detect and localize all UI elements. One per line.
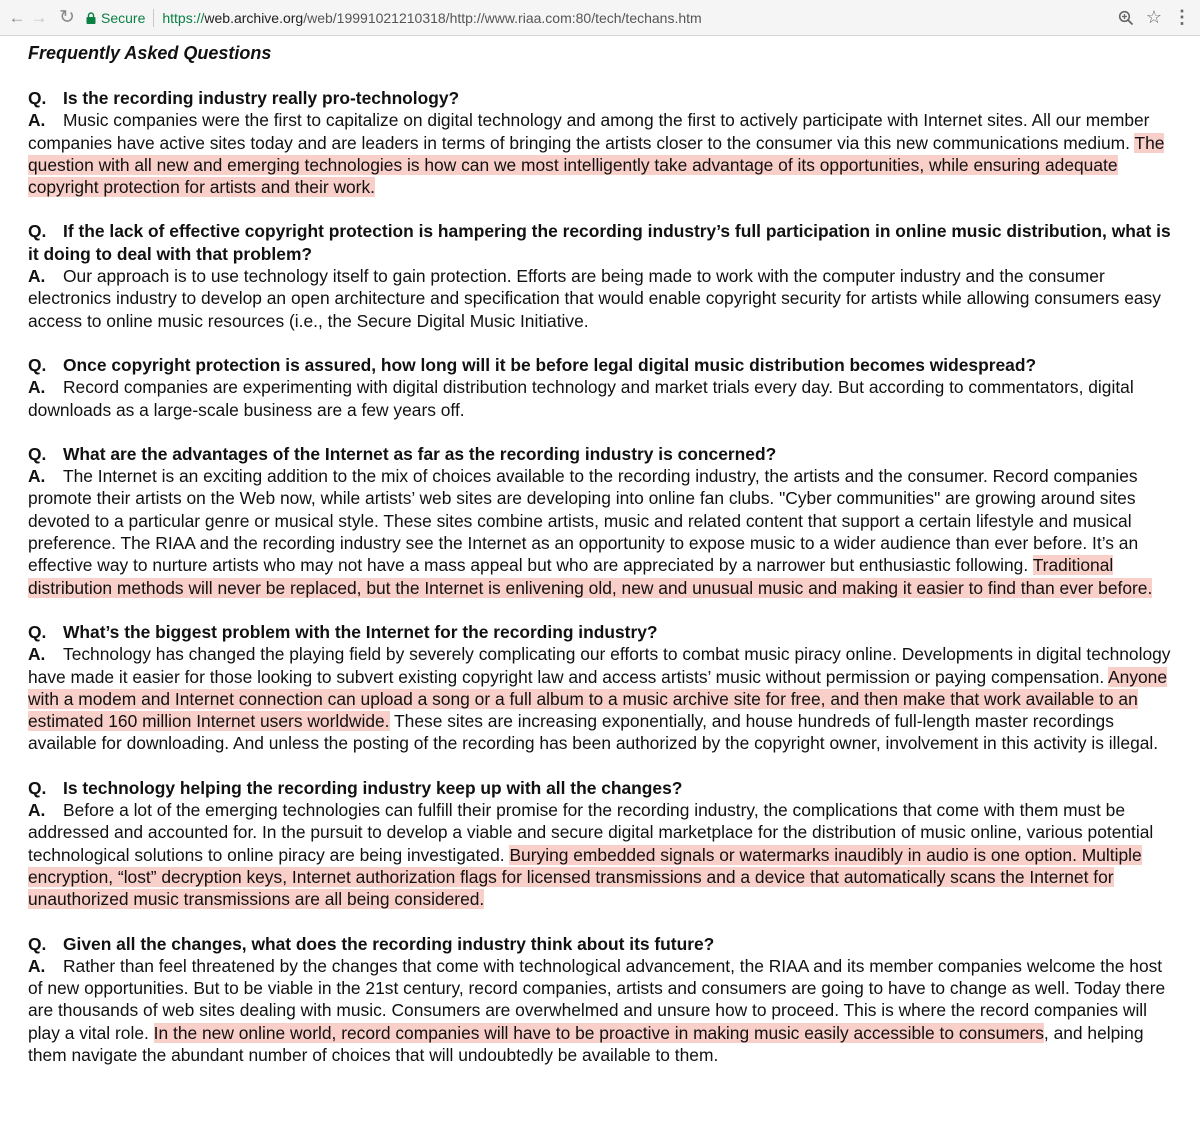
- highlighted-text: The question with all new and emerging technologies is how can we most intelligently take advantage of its opportunities, while ensuring adequate copyright protection for artists and their work.: [28, 132, 1165, 198]
- url-path: /web/19991021210318/http://www.riaa.com:80/tech/techans.htm: [303, 9, 702, 26]
- answer-tag: A.: [28, 466, 46, 487]
- url-host: web.archive.org: [204, 9, 304, 26]
- answer-text: Before a lot of the emerging technologies can fulfill their promise for the recording industry, the complications that come with them must be addressed and accounted for. In the pursuit to develop a viable and secure digital marketplace for the distribution of music online, various potential technological solutions to online piracy are being investigated.: [28, 800, 1154, 865]
- secure-label: Secure: [101, 9, 146, 26]
- menu-kebab-icon[interactable]: ⋮: [1173, 7, 1191, 27]
- faq-answer: [28, 643, 1172, 754]
- question-text: Given all the changes, what does the recording industry think about its future?: [63, 933, 715, 954]
- highlighted-text: Anyone with a modem and Internet connection can upload a song or a full album to a music archive site for free, and then make that work available to an estimated 160 million Internet users worldwide.: [28, 666, 1168, 732]
- answer-tag: A.: [28, 644, 46, 665]
- answer-tag: A.: [28, 266, 46, 287]
- question-text: What’s the biggest problem with the Internet for the recording industry?: [63, 621, 658, 642]
- faq-answer: [28, 265, 1172, 332]
- forward-arrow-icon[interactable]: →: [30, 7, 48, 27]
- answer-tag: A.: [28, 110, 46, 131]
- faq-question: [28, 220, 1172, 265]
- question-tag: Q.: [28, 621, 47, 642]
- question-text: Is the recording industry really pro-technology?: [63, 88, 460, 108]
- bookmark-star-icon[interactable]: ☆: [1145, 7, 1163, 27]
- page-content: [0, 36, 1172, 1066]
- faq-question: [28, 777, 1172, 799]
- answer-text: Rather than feel threatened by the changes that come with technological advancement, the RIAA and its member companies welcome the host of new opportunities. But to be viable in the 21st century, record companies, artists and consumers are going to have to change as well. Today there are thousands of web sites dealing with music. Consumers are overwhelmed and unsure how to proceed. This is where the record companies will play a vital role.: [28, 955, 1166, 1043]
- address-bar[interactable]: [162, 10, 701, 26]
- faq-item: [28, 777, 1172, 911]
- question-tag: Q.: [28, 354, 47, 375]
- faq-answer: [28, 955, 1172, 1066]
- question-tag: Q.: [28, 777, 47, 798]
- faq-item: [28, 354, 1172, 421]
- question-text: If the lack of effective copyright protection is hampering the recording industry’s full participation in online music distribution, what is it doing to deal with that problem?: [28, 221, 1171, 264]
- question-tag: Q.: [28, 933, 47, 954]
- browser-toolbar: [0, 0, 1200, 36]
- answer-text: , and helping them navigate the abundant number of choices that will undoubtedly be available to them.: [28, 1022, 1144, 1065]
- faq-question: [28, 87, 1172, 109]
- answer-text: Music companies were the first to capitalize on digital technology and among the first to actively participate with Internet sites. All our member companies have active sites today and are leaders in terms of bringing the artists closer to the consumer via this new communications medium.: [28, 110, 1150, 153]
- faq-question: [28, 443, 1172, 465]
- faq-item: [28, 443, 1172, 599]
- faq-item: [28, 933, 1172, 1067]
- answer-tag: A.: [28, 955, 46, 976]
- highlighted-text: In the new online world, record companies will have to be proactive in making music easily accessible to consumers: [153, 1022, 1044, 1043]
- reload-icon[interactable]: ↻: [59, 7, 75, 28]
- question-text: Is technology helping the recording industry keep up with all the changes?: [63, 777, 683, 798]
- back-arrow-icon[interactable]: ←: [8, 7, 26, 27]
- question-tag: Q.: [28, 221, 47, 242]
- lock-icon: [86, 12, 96, 24]
- answer-text: These sites are increasing exponentially, and house hundreds of full-length master recordings available for downloading. And unless the posting of the recording has been authorized by the copyright owner, involvement in this activity is illegal.: [28, 711, 1159, 754]
- faq-item: [28, 621, 1172, 755]
- faq-answer: [28, 376, 1172, 421]
- question-tag: Q.: [28, 443, 47, 464]
- highlighted-text: Traditional distribution methods will never be replaced, but the Internet is enlivening old, new and unusual music and making it easier to find than ever before.: [28, 555, 1153, 598]
- question-text: What are the advantages of the Internet as far as the recording industry is concerned?: [63, 443, 777, 464]
- faq-list: [28, 87, 1172, 1066]
- faq-question: [28, 933, 1172, 955]
- faq-item: [28, 87, 1172, 198]
- answer-text: Our approach is to use technology itself to gain protection. Efforts are being made to work with the computer industry and the consumer electronics industry to develop an open architecture and specification that would enable copyright security for artists while allowing consumers easy access to online music resources (i.e., the Secure Digital Music Initiative.: [28, 266, 1161, 331]
- address-separator: [153, 9, 154, 27]
- zoom-icon[interactable]: [1116, 8, 1136, 28]
- faq-answer: [28, 799, 1172, 910]
- faq-question: [28, 354, 1172, 376]
- page-title: Frequently Asked Questions: [28, 43, 272, 63]
- faq-answer: [28, 109, 1172, 198]
- answer-text: The Internet is an exciting addition to the mix of choices available to the recording industry, the artists and the consumer. Record companies promote their artists on the Web now, while artists’ web sites are developing into online fan clubs. "Cyber communities" are growing around sites devoted to a particular genre or musical style. These sites combine artists, music and related content that support a certain lifestyle and musical preference. The RIAA and the recording industry see the Internet as an opportunity to expose music to a wider audience than ever before. It’s an effective way to nurture artists who may not have a mass appeal but who are appreciated by a narrower but enthusiastic following.: [28, 466, 1139, 576]
- question-text: Once copyright protection is assured, how long will it be before legal digital music distribution becomes widespread?: [63, 354, 1037, 375]
- faq-question: [28, 621, 1172, 643]
- faq-answer: [28, 465, 1172, 599]
- answer-tag: A.: [28, 377, 46, 398]
- question-tag: Q.: [28, 88, 47, 108]
- url-protocol: https://: [162, 9, 205, 26]
- answer-tag: A.: [28, 800, 46, 821]
- faq-item: [28, 220, 1172, 331]
- zoom-magnifier-icon: [1118, 10, 1134, 26]
- highlighted-text: Burying embedded signals or watermarks inaudibly in audio is one option. Multiple encryption, “lost” decryption keys, Internet authorization flags for licensed transmissions and a device that automatically scans the Internet for unauthorized music transmissions are all being considered.: [28, 844, 1142, 910]
- answer-text: Technology has changed the playing field by severely complicating our efforts to combat music piracy online. Developments in digital technology have made it easier for those looking to subvert existing copyright law and access artists’ music without permission or paying compensation.: [28, 644, 1171, 687]
- answer-text: Record companies are experimenting with digital distribution technology and market trials every day. But according to commentators, digital downloads as a large-scale business are a few years off.: [28, 377, 1134, 420]
